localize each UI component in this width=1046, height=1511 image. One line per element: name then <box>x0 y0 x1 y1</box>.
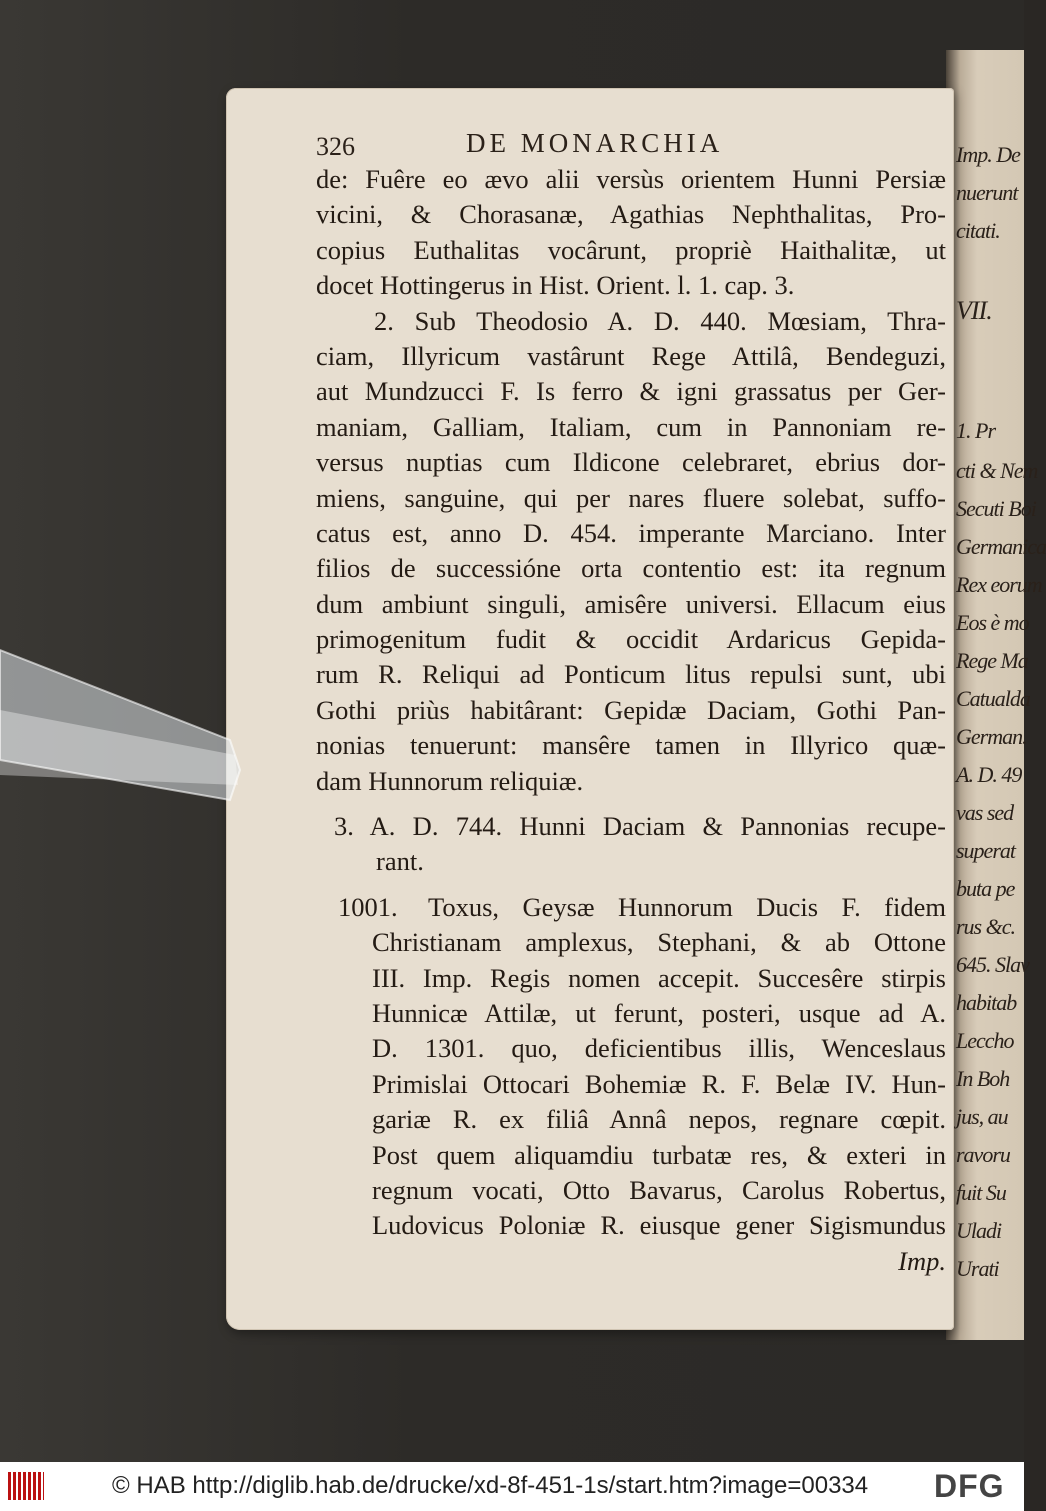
page-holder-pointer-icon <box>0 650 260 810</box>
text-line: Hunnicæ Attilæ, ut ferunt, posteri, usque ad A. <box>372 997 946 1028</box>
year-marker: 1001. <box>338 891 398 922</box>
facing-line: cti & Nem <box>956 458 1038 483</box>
text-line: 3. A. D. 744. Hunni Daciam & Pannonias recupe- <box>334 811 946 842</box>
text-line: dam Hunnorum reliquiæ. <box>316 765 584 796</box>
text-line: aut Mundzucci F. Is ferro & igni grassatus per Ger- <box>316 376 946 407</box>
facing-line: fuit Su <box>956 1180 1006 1205</box>
text-line: Primislai Ottocari Bohemiæ R. F. Belæ IV. Hun- <box>372 1068 946 1099</box>
text-line: Ludovicus Poloniæ R. eiusque gener Sigismundus <box>372 1210 946 1241</box>
facing-line: jus, au <box>956 1104 1008 1129</box>
text-line: catus est, anno D. 454. imperante Marciano. Inter <box>316 517 946 548</box>
text-line: rant. <box>376 846 424 877</box>
text-line: Gothi priùs habitârant: Gepidæ Daciam, Gothi Pan- <box>316 694 946 725</box>
facing-line: Imp. De <box>956 142 1020 167</box>
facing-line: Urati <box>956 1256 999 1281</box>
footer-bar <box>0 1462 1024 1511</box>
text-line: 2. Sub Theodosio A. D. 440. Mœsiam, Thra- <box>374 305 946 336</box>
text-line: copius Euthalitas vocârunt, propriè Haithalitæ, ut <box>316 234 946 265</box>
body-text <box>316 162 946 1279</box>
text-line: de: Fuêre eo ævo alii versùs orientem Hunni Persiæ <box>316 164 946 194</box>
text-line: D. 1301. quo, deficientibus illis, Wenceslaus <box>372 1033 946 1064</box>
facing-line: habitab <box>956 990 1017 1015</box>
facing-page-edge <box>946 50 1046 1340</box>
running-head: DE MONARCHIA <box>466 128 724 158</box>
facing-line: rus &c. <box>956 914 1015 939</box>
text-line: primogenitum fudit & occidit Ardaricus Gepida- <box>316 624 946 655</box>
text-line: docet Hottingerus in Hist. Orient. l. 1. cap. 3. <box>316 270 795 301</box>
facing-line: A. D. 49 <box>956 762 1022 787</box>
text-line: nonias tenuerunt: mansêre tamen in Illyrico quæ- <box>316 730 946 761</box>
facing-line: superat <box>956 838 1015 863</box>
text-line: Toxus, Geysæ Hunnorum Ducis F. fidem <box>428 891 946 922</box>
text-line: versus nuptias cum Ildicone celebraret, ebrius dor- <box>316 447 946 478</box>
facing-line: nuerunt <box>956 180 1018 205</box>
text-line: rum R. Reliqui ad Ponticum litus repulsi sunt, ubi <box>316 659 946 690</box>
dfg-logo: DFG <box>934 1468 1005 1504</box>
facing-line: Eos è mo <box>956 610 1029 635</box>
text-line: vicini, & Chorasanæ, Agathias Nephthalitas, Pro- <box>316 199 946 230</box>
facing-line: Germanica <box>956 534 1046 559</box>
facing-line: Secuti Boi <box>956 496 1036 521</box>
facing-line: Leccho <box>956 1028 1014 1053</box>
catchword: Imp. <box>898 1245 946 1276</box>
text-line: dum ambiunt singuli, amisêre universi. Ellacum eius <box>316 588 946 619</box>
text-line: gariæ R. ex filiâ Annâ nepos, regnare cœpit. <box>372 1104 946 1135</box>
facing-line: citati. <box>956 218 1000 243</box>
text-line: filios de successióne orta contentio est: ita regnum <box>316 553 946 584</box>
barcode-icon <box>8 1472 44 1500</box>
text-line: Post quem aliquamdiu turbatæ res, & exteri in <box>372 1139 946 1170</box>
facing-line: 1. Pr <box>956 418 995 443</box>
facing-line: In Boh <box>956 1066 1010 1091</box>
facing-line: buta pe <box>956 876 1015 901</box>
facing-line: VII. <box>956 296 992 325</box>
text-line: maniam, Galliam, Italiam, cum in Pannoniam re- <box>316 411 946 442</box>
text-line: Christianam amplexus, Stephani, & ab Ottone <box>372 927 946 958</box>
page-number: 326 <box>316 132 355 161</box>
facing-line: 645. Slav <box>956 952 1029 977</box>
copyright-link[interactable]: © HAB http://diglib.hab.de/drucke/xd-8f-451-1s/start.htm?image=00334 <box>112 1472 869 1499</box>
facing-line: ravoru <box>956 1142 1010 1167</box>
facing-line: German. <box>956 724 1027 749</box>
text-line: miens, sanguine, qui per nares fluere solebat, suffo- <box>316 482 946 513</box>
facing-line: vas sed <box>956 800 1014 825</box>
facing-line: Uladi <box>956 1218 1002 1243</box>
text-line: regnum vocati, Otto Bavarus, Carolus Robertus, <box>372 1174 946 1205</box>
facing-line: Rex eorum <box>956 572 1042 597</box>
text-line: III. Imp. Regis nomen accepit. Succesêre stirpis <box>372 962 946 993</box>
text-line: ciam, Illyricum vastârunt Rege Attilâ, Bendeguzi, <box>316 340 946 371</box>
facing-line: Rege Ma <box>956 648 1028 673</box>
facing-line: Catualda <box>956 686 1030 711</box>
